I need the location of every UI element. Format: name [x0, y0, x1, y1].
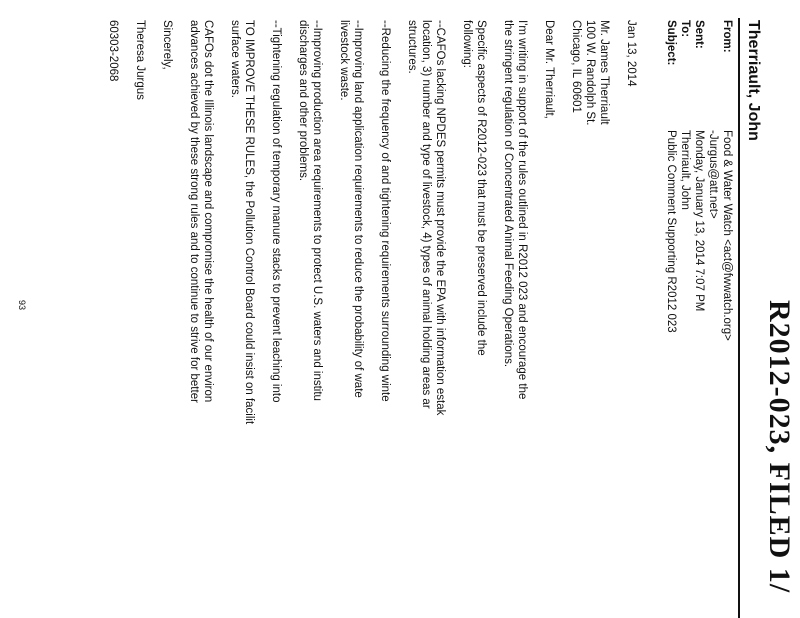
to-row: [678, 20, 692, 610]
text-line: --CAFOs lacking NPDES permits must provide the EPA with information estak: [434, 20, 446, 416]
text-line: --Improving production area requirements to protect U.S. waters and institu: [311, 20, 323, 401]
header-rule: [738, 18, 740, 618]
sent-label: Sent:: [693, 20, 705, 49]
closing: Sincerely,: [161, 20, 173, 70]
page-number: 93: [17, 300, 27, 311]
text-line: advances achieved by these strong rules and to continue to strive for better: [188, 20, 200, 403]
paragraph-aspects: [460, 20, 488, 618]
bullet-winter: [378, 20, 392, 618]
text-line: --Tightening regulation of temporary manure stacks to prevent leaching into: [270, 20, 282, 403]
text-line: discharges and other problems.: [297, 20, 309, 182]
text-line: I'm writing in support of the rules outlined in R2012 023 and encourage the: [516, 20, 528, 400]
recipient-address: [569, 20, 611, 618]
text-line: TO IMPROVE THESE RULES, the Pollution Control Board could insist on facilit: [243, 20, 255, 425]
text-line: structures.: [406, 20, 418, 74]
subject-label: Subject:: [665, 20, 677, 66]
text-line: surface waters.: [229, 20, 241, 98]
letter-date: Jan 13, 2014: [625, 20, 637, 87]
to-label: To:: [679, 20, 691, 38]
signer-name: Theresa Jurgus: [134, 20, 146, 100]
to-value: Therriault, John: [679, 130, 691, 210]
salutation: Dear Mr. Therriault,: [543, 20, 555, 119]
letter-body: [93, 20, 638, 618]
sent-row: [692, 20, 706, 610]
text-line: following:: [461, 20, 473, 68]
bullet-land-application: [337, 20, 365, 618]
text-line: Specific aspects of R2012-023 that must be preserved include the: [475, 20, 487, 356]
text-line: livestock waste.: [338, 20, 350, 101]
email-header: [664, 20, 734, 610]
text-line: --Reducing the frequency of and tightening requirements surrounding winte: [379, 20, 391, 402]
bullet-npdes: [405, 20, 447, 618]
from-value-cont: -Jurgus@att.net>: [707, 130, 719, 219]
from-value: Food & Water Watch <act@fwwatch.org>: [721, 130, 733, 341]
paragraph-cafos: [187, 20, 215, 618]
text-line: the stringent regulation of Concentrated Animal Feeding Operations.: [502, 20, 514, 368]
text-line: --Improving land application requirements to reduce the probability of wate: [352, 20, 364, 398]
from-label: From:: [721, 20, 733, 53]
paragraph-improve: [228, 20, 256, 618]
from-row-cont: [706, 20, 720, 610]
paragraph-support: [501, 20, 529, 618]
address-line: Chicago, IL 60601: [570, 20, 582, 113]
signer-zip: 60303-2068: [107, 20, 119, 82]
sent-value: Monday, January 13, 2014 7:07 PM: [693, 130, 705, 312]
subject-row: [664, 20, 678, 610]
from-row: [720, 20, 734, 610]
sender-name: Therriault, John: [745, 20, 762, 141]
address-line: Mr. James Therriault: [598, 20, 610, 125]
subject-value: Public Comment Supporting R2012 023: [665, 130, 677, 333]
filing-stamp: R2012-023, FILED 1/: [763, 300, 796, 594]
bullet-production-area: [296, 20, 324, 618]
text-line: CAFOs dot the Illinois landscape and compromise the health of our environ: [202, 20, 214, 403]
address-line: 100 W. Randolph St.: [584, 20, 596, 126]
bullet-manure-stacks: [269, 20, 283, 618]
text-line: location, 3) number and type of livestock, 4) types of animal holding areas ar: [420, 20, 432, 409]
